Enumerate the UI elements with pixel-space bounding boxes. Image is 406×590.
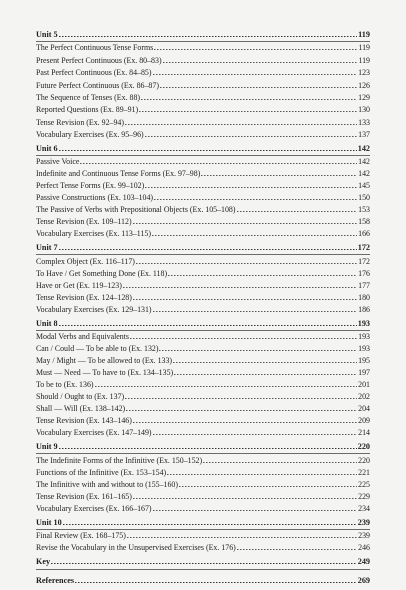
toc-entry[interactable]	[36, 192, 370, 203]
toc-entry[interactable]	[36, 391, 370, 402]
toc-page-number: 193	[357, 319, 370, 328]
toc-page-number: 197	[358, 368, 370, 377]
toc-title: Unit 7	[36, 243, 58, 252]
toc-entry[interactable]	[36, 67, 370, 78]
dot-leader	[141, 99, 357, 100]
toc-entry[interactable]	[36, 479, 370, 490]
toc-entry[interactable]	[36, 427, 370, 438]
toc-entry[interactable]	[36, 403, 370, 414]
toc-entry[interactable]	[36, 228, 370, 239]
toc-entry[interactable]	[36, 542, 370, 553]
toc-entry[interactable]	[36, 268, 370, 279]
toc-page-number: 180	[358, 293, 370, 302]
toc-title: Vocabulary Exercises (Ex. 129–131)	[36, 305, 152, 314]
toc-title: Unit 5	[36, 30, 58, 39]
toc-page-number: 166	[358, 229, 370, 238]
dot-leader	[167, 474, 357, 475]
toc-title: To be to (Ex. 136)	[36, 380, 94, 389]
dot-leader	[160, 87, 357, 88]
toc-page-number: 214	[358, 428, 370, 437]
dot-leader	[154, 199, 357, 200]
dot-leader	[163, 62, 358, 63]
toc-title: Unit 9	[36, 442, 58, 451]
toc-page-number: 123	[358, 68, 370, 77]
toc-page-number: 142	[358, 157, 370, 166]
toc-entry[interactable]	[36, 280, 370, 291]
toc-entry[interactable]	[36, 129, 370, 140]
toc-entry[interactable]	[36, 156, 370, 167]
toc-title: The Sequence of Tenses (Ex. 88)	[36, 93, 141, 102]
dot-leader	[153, 434, 358, 435]
dot-leader	[145, 187, 357, 188]
toc-entry[interactable]	[36, 256, 370, 267]
toc-page-number: 172	[358, 257, 370, 266]
toc-title: Tense Revision (Ex. 124–128)	[36, 293, 132, 302]
toc-page-number: 239	[357, 518, 370, 527]
toc-page-number: 202	[358, 392, 370, 401]
dot-leader	[153, 311, 358, 312]
toc-entry[interactable]	[36, 216, 370, 227]
toc-title: Tense Revision (Ex. 161–165)	[36, 492, 132, 501]
heading-rule	[36, 453, 370, 454]
dot-leader	[95, 386, 358, 387]
dot-leader	[125, 398, 357, 399]
toc-page-number: 204	[358, 404, 370, 413]
toc-page-number: 150	[358, 193, 370, 202]
toc-page-number: 142	[358, 169, 370, 178]
toc-title: References	[36, 576, 75, 585]
toc-page-number: 119	[358, 56, 370, 65]
toc-title: Vocabulary Exercises (Ex. 166–167)	[36, 504, 152, 513]
dot-leader	[136, 263, 357, 264]
toc-title: Perfect Tense Forms (Ex. 99–102)	[36, 181, 145, 190]
toc-page-number: 220	[357, 442, 370, 451]
toc-entry[interactable]	[36, 55, 370, 66]
toc-entry[interactable]	[36, 92, 370, 103]
toc-title: Past Perfect Continuous (Ex. 84–85)	[36, 68, 152, 77]
dot-leader	[130, 338, 357, 339]
toc-page-number: 229	[358, 492, 370, 501]
dot-leader	[51, 563, 357, 564]
toc-page-number: 249	[357, 557, 370, 566]
toc-entry[interactable]	[36, 204, 370, 215]
toc-page-number: 137	[358, 130, 370, 139]
toc-page-number: 186	[358, 305, 370, 314]
toc-title: To Have / Get Something Done (Ex. 118)	[36, 269, 168, 278]
toc-entry[interactable]	[36, 343, 370, 354]
dot-leader	[173, 362, 357, 363]
toc-title: Can / Could — To be able to (Ex. 132)	[36, 344, 159, 353]
toc-page-number: 201	[358, 380, 370, 389]
toc-entry[interactable]	[36, 415, 370, 426]
toc-title: The Passive of Verbs with Prepositional Objects (Ex. 105–108)	[36, 205, 236, 214]
toc-entry[interactable]	[36, 331, 370, 342]
toc-page-number: 209	[358, 416, 370, 425]
toc-entry[interactable]	[36, 42, 370, 53]
toc-title: Tense Revision (Ex. 92–94)	[36, 118, 124, 127]
toc-page-number: 193	[358, 344, 370, 353]
toc-title: Shall — Will (Ex. 138–142)	[36, 404, 126, 413]
toc-page-number: 269	[357, 576, 370, 585]
dot-leader	[80, 163, 357, 164]
toc-entry[interactable]	[36, 455, 370, 466]
toc-entry[interactable]	[36, 180, 370, 191]
toc-entry[interactable]	[36, 367, 370, 378]
toc-entry[interactable]	[36, 292, 370, 303]
dot-leader	[145, 136, 357, 137]
toc-title: Vocabulary Exercises (Ex. 95–96)	[36, 130, 144, 139]
heading-rule	[36, 254, 370, 255]
dot-leader	[59, 249, 357, 250]
toc-title: Have or Get (Ex. 119–123)	[36, 281, 122, 290]
toc-entry[interactable]	[36, 467, 370, 478]
toc-title: Reported Questions (Ex. 89–91)	[36, 105, 139, 114]
dot-leader	[159, 350, 357, 351]
toc-page-number: 193	[358, 332, 370, 341]
dot-leader	[153, 74, 358, 75]
toc-entry[interactable]	[36, 117, 370, 128]
dot-leader	[75, 582, 357, 583]
dot-leader	[59, 448, 357, 449]
dot-leader	[153, 510, 358, 511]
toc-title: Should / Ought to (Ex. 137)	[36, 392, 125, 401]
toc-entry[interactable]	[36, 80, 370, 91]
toc-page-number: 239	[358, 531, 370, 540]
toc-unit-heading[interactable]	[36, 242, 370, 253]
toc-title: Indefinite and Continuous Tense Forms (Ex. 97–98)	[36, 169, 201, 178]
toc-entry[interactable]	[36, 104, 370, 115]
toc-page-number: 130	[358, 105, 370, 114]
dot-leader	[126, 410, 357, 411]
dot-leader	[59, 36, 358, 37]
toc-page-number: 177	[358, 281, 370, 290]
toc-title: Key	[36, 557, 51, 566]
toc-title: Future Perfect Continuous (Ex. 86–87)	[36, 81, 159, 90]
toc-title: Tense Revision (Ex. 109–112)	[36, 217, 132, 226]
toc-entry[interactable]	[36, 168, 370, 179]
dot-leader	[123, 287, 357, 288]
toc-page-number: 246	[358, 543, 370, 552]
dot-leader	[133, 223, 358, 224]
toc-title: Vocabulary Exercises (Ex. 147–149)	[36, 428, 152, 437]
toc-title: Complex Object (Ex. 116–117)	[36, 257, 135, 266]
toc-title: Revise the Vocabulary in the Unsupervised Exercises (Ex. 176)	[36, 543, 236, 552]
toc-page-number: 129	[358, 93, 370, 102]
toc-page-number: 158	[358, 217, 370, 226]
toc-unit-heading[interactable]	[36, 575, 370, 586]
toc-entry[interactable]	[36, 355, 370, 366]
toc-title: Present Perfect Continuous (Ex. 80–83)	[36, 56, 162, 65]
toc-title: Functions of the Infinitive (Ex. 153–154)	[36, 468, 167, 477]
toc-unit-heading[interactable]	[36, 556, 370, 567]
dot-leader	[152, 235, 357, 236]
dot-leader	[127, 537, 357, 538]
toc-unit-heading[interactable]	[36, 143, 370, 154]
toc-entry[interactable]	[36, 491, 370, 502]
toc-title: Tense Revision (Ex. 143–146)	[36, 416, 132, 425]
toc-title: Unit 10	[36, 518, 62, 527]
dot-leader	[174, 374, 357, 375]
dot-leader	[139, 111, 357, 112]
toc-title: May / Might — To be allowed to (Ex. 133)	[36, 356, 173, 365]
dot-leader	[237, 549, 357, 550]
toc-title: Passive Voice	[36, 157, 80, 166]
toc-page-number: 153	[358, 205, 370, 214]
toc-unit-heading[interactable]	[36, 517, 370, 528]
toc-entry[interactable]	[36, 304, 370, 315]
dot-leader	[201, 175, 357, 176]
toc-page-number: 126	[358, 81, 370, 90]
dot-leader	[203, 462, 357, 463]
toc-entry[interactable]	[36, 530, 370, 541]
dot-leader	[133, 299, 357, 300]
toc-page-number: 119	[358, 43, 370, 52]
toc-title: Unit 6	[36, 144, 58, 153]
toc-title: Passive Constructions (Ex. 103–104)	[36, 193, 154, 202]
toc-page-number: 172	[357, 243, 370, 252]
toc-page-number: 145	[358, 181, 370, 190]
toc-page-number: 234	[358, 504, 370, 513]
toc-title: Must — Need — To have to (Ex. 134–135)	[36, 368, 174, 377]
toc-title: The Indefinite Forms of the Infinitive (Ex. 150–152)	[36, 456, 203, 465]
toc-title: Modal Verbs and Equivalents	[36, 332, 129, 341]
toc-page-number: 119	[358, 30, 370, 39]
dot-leader	[125, 124, 357, 125]
toc-page-number: 221	[358, 468, 370, 477]
toc-title: The Infinitive with and without to (155–160)	[36, 480, 179, 489]
dot-leader	[59, 150, 357, 151]
toc-page-number: 225	[358, 480, 370, 489]
heading-rule	[36, 569, 370, 570]
toc-unit-heading[interactable]	[36, 441, 370, 452]
dot-leader	[59, 325, 357, 326]
toc-title: The Perfect Continuous Tense Forms	[36, 43, 154, 52]
dot-leader	[63, 524, 357, 525]
toc-unit-heading[interactable]	[36, 29, 370, 40]
dot-leader	[168, 275, 357, 276]
dot-leader	[133, 498, 357, 499]
toc-page-number: 133	[358, 118, 370, 127]
toc-page-number: 176	[358, 269, 370, 278]
dot-leader	[133, 422, 357, 423]
toc-entry[interactable]	[36, 503, 370, 514]
toc-page-number: 220	[358, 456, 370, 465]
dot-leader	[154, 49, 357, 50]
toc-page-number: 142	[357, 144, 370, 153]
toc-page-number: 195	[358, 356, 370, 365]
dot-leader	[179, 486, 357, 487]
toc-unit-heading[interactable]	[36, 318, 370, 329]
toc-title: Unit 8	[36, 319, 58, 328]
toc-entry[interactable]	[36, 379, 370, 390]
dot-leader	[237, 211, 358, 212]
toc-title: Final Review (Ex. 168–175)	[36, 531, 126, 540]
toc-title: Vocabulary Exercises (Ex. 113–115)	[36, 229, 151, 238]
